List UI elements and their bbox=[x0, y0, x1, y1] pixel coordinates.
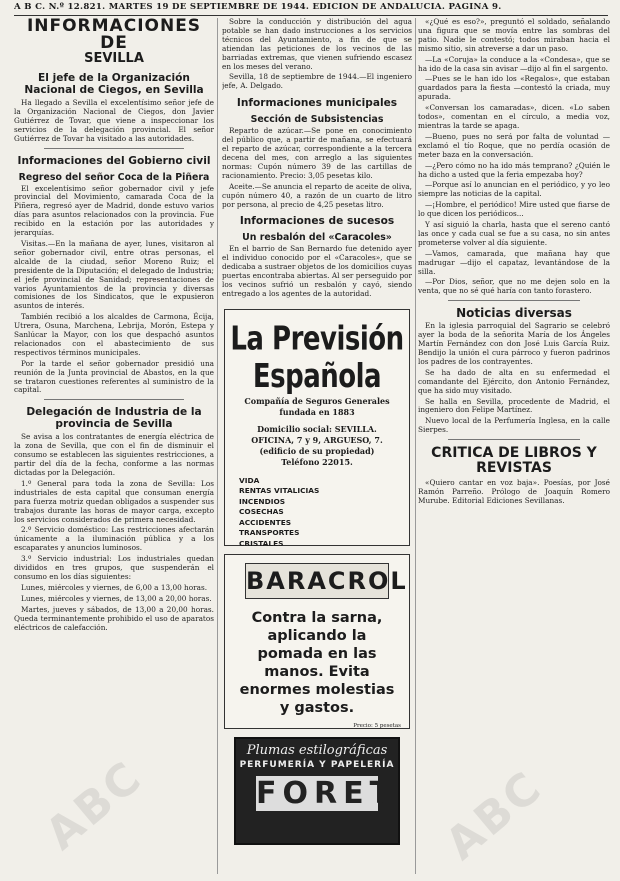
ad-prevision-espanola bbox=[224, 309, 410, 546]
article-paragraph: Reparto de azúcar.—Se pone en conocimiento del público que, a partir de mañana, se efectuará el reparto de azúcar, correspondiente a la tercera decena del mes, con arreglo a las siguientes normas: Cupón número 39 de las cartillas de racionamiento. Precio: 3,05 pesetas kilo. bbox=[222, 126, 412, 180]
headline-organizacion: El jefe de la Organización Nacional de Ciegos, en Sevilla bbox=[24, 72, 204, 96]
ad-title: La Previsión Española bbox=[230, 320, 404, 396]
ad-line-item: COSECHAS bbox=[239, 507, 284, 517]
section-subtitle: SEVILLA bbox=[84, 51, 144, 66]
ad-headline: Contra la sarna, aplicando la pomada en las manos. Evita enormes molestias y gastos. bbox=[239, 609, 395, 716]
headline-sucesos: Informaciones de sucesos bbox=[239, 215, 395, 228]
ad-line-item: TRANSPORTES bbox=[239, 528, 300, 538]
ad-baracrol bbox=[224, 554, 410, 729]
article-paragraph: En el barrio de San Bernardo fue detenido ayer el individuo conocido por el «Caracoles», que se dedicaba a sustraer objetos de los domicilios cuyas puertas encontraba abiertas. Al ser perseguido por los vecinos sufrió un resbalón y cayó, siendo entregado a los agentes de la autoridad. bbox=[222, 244, 412, 298]
masthead: A B C. N.º 12.821. MARTES 19 DE SEPTIEMBRE DE 1944. EDICION DE ANDALUCIA. PAGINA 9. bbox=[14, 2, 502, 12]
ad-founded: fundada en 1883 bbox=[279, 406, 355, 417]
article-paragraph: Se ha dado de alta en su enfermedad el comandante del Ejército, don Antonio Fernández, que ha sido muy visitado. bbox=[418, 367, 610, 395]
column-2 bbox=[222, 18, 412, 874]
headline-critica: CRITICA DE LIBROS Y REVISTAS bbox=[431, 445, 597, 477]
article-paragraph: Se avisa a los contratantes de energía eléctrica de la zona de Sevilla, que con el fin de disminuir el consumo se establecen las siguientes restricciones, a partir del día de la fecha, conforme a las normas dictadas por la Delegación. bbox=[14, 432, 214, 477]
column-divider-1 bbox=[217, 18, 218, 874]
ad-foret bbox=[234, 737, 400, 845]
article-paragraph: 2.º Servicio doméstico: Las restricciones afectarán únicamente a la iluminación pública y a los escaparates y anuncios luminosos. bbox=[14, 525, 214, 553]
ad-address: OFICINA, 7 y 9, ARGUESO, 7. bbox=[251, 434, 383, 445]
ad-line-item: ACCIDENTES bbox=[239, 517, 292, 527]
article-paragraph: —¡Hombre, el periódico! Mire usted que fiarse de lo que dicen los periódicos... bbox=[418, 200, 610, 219]
article-paragraph: El excelentísimo señor gobernador civil y jefe provincial del Movimiento, camarada Coca de la Piñera, regresó ayer de Madrid, donde estuvo varios días para asuntos relacionados con la provincia. Fue recibido en la estación por las autoridades y jerarquías. bbox=[14, 183, 214, 238]
article-paragraph: —¿Pero cómo no ha ido más temprano? ¿Quién le ha dicho a usted que la feria empezaba hoy? bbox=[418, 160, 610, 179]
article-paragraph: Y así siguió la charla, hasta que el sereno cantó las once y cada cual se fue a su casa, no sin antes prometerse volver al día siguiente. bbox=[418, 220, 610, 247]
ad-line-item: CRISTALES bbox=[239, 538, 284, 548]
column-divider-2 bbox=[415, 18, 416, 874]
separator bbox=[448, 300, 580, 301]
headline-robo: Un resbalón del «Caracoles» bbox=[242, 232, 392, 244]
separator bbox=[44, 148, 184, 149]
article-paragraph: Nuevo local de la Perfumería Inglesa, en la calle Sierpes. bbox=[418, 416, 610, 435]
section-title: INFORMACIONES DE bbox=[26, 18, 202, 53]
article-paragraph: Martes, jueves y sábados, de 13,00 a 20,00 horas. Queda terminantemente prohibido el uso de aparatos eléctricos de calefacción. bbox=[14, 604, 214, 632]
ad-line-item: RENTAS VITALICIAS bbox=[239, 486, 320, 496]
article-paragraph: En la iglesia parroquial del Sagrario se celebró ayer la boda de la señorita María de los Ángeles Martín Fernández con don José Luis García Ruiz. Bendijo la unión el cura párroco y fueron padrinos los padres de los contrayentes. bbox=[418, 321, 610, 366]
article-paragraph: —Vamos, camarada, que mañana hay que madrugar —dijo el capataz, levantándose de la silla. bbox=[418, 248, 610, 276]
headline-municipales: Informaciones municipales bbox=[236, 97, 398, 110]
article-paragraph: —Por Dios, señor, que no me dejen solo en la venta, que no sé qué haría con tanto forastero. bbox=[418, 277, 610, 296]
article-paragraph: 3.º Servicio industrial: Los industriales quedan divididos en tres grupos, que suspenderán el consumo en los días siguientes: bbox=[14, 554, 214, 581]
article-paragraph: «Quiero cantar en voz baja». Poesías, por José Ramón Parreño. Prólogo de Joaquín Romero Murube. Editorial Ediciones Sevillanas. bbox=[418, 478, 610, 505]
article-paragraph: Sobre la conducción y distribución del agua potable se han dado instrucciones a los servicios técnicos del Ayuntamiento, a fin de que se atiendan las peticiones de los vecinos de las barriadas extremas, que vienen sufriendo escasez en los meses del verano. bbox=[222, 18, 412, 71]
article-paragraph: —Bueno, pues no será por falta de voluntad —exclamó el tío Roque, que no perdía ocasión de meter baza en la conversación. bbox=[418, 131, 610, 159]
column-1 bbox=[14, 18, 214, 874]
headline-regreso: Regreso del señor Coca de la Piñera bbox=[18, 171, 210, 183]
article-paragraph: Ha llegado a Sevilla el excelentísimo señor jefe de la Organización Nacional de Ciegos, don Javier Gutiérrez de Tovar, que viene a inspeccionar los servicios de la delegación provincial. El señor Gutiérrez de Tovar ha visitado a las autoridades. bbox=[14, 98, 214, 143]
watermark: ABC bbox=[36, 750, 153, 861]
separator bbox=[448, 439, 580, 440]
article-paragraph: Sevilla, 18 de septiembre de 1944.—El ingeniero jefe, A. Delgado. bbox=[222, 72, 412, 91]
ad-foret-name: FORET bbox=[256, 775, 397, 811]
ad-lines-list bbox=[239, 476, 409, 550]
ad-logo: BARACROL bbox=[245, 563, 389, 599]
ad-phone: Teléfono 22015. bbox=[281, 456, 353, 467]
ad-line-item: INCENDIOS bbox=[239, 496, 286, 506]
separator bbox=[44, 399, 184, 400]
column-3 bbox=[418, 18, 610, 874]
article-paragraph: «¿Qué es eso?», preguntó el soldado, señalando una figura que se movía entre las sombras del patio. Nadie le contestó; todos miraban hacia el mismo sitio, sin atreverse a dar un paso. bbox=[418, 18, 610, 53]
article-paragraph: —La «Coruja» la conduce a la «Condesa», que se ha ido de la casa sin avisar —dijo al fin el sargento. bbox=[418, 54, 610, 73]
headline-subsistencias: Sección de Subsistencias bbox=[250, 114, 384, 126]
masthead-rule bbox=[14, 15, 608, 16]
headline-gobierno: Informaciones del Gobierno civil bbox=[17, 154, 211, 167]
ad-building: (edificio de su propiedad) bbox=[259, 445, 375, 456]
ad-subtitle: Compañía de Seguros Generales bbox=[244, 395, 390, 406]
ad-foret-mid: PERFUMERÍA Y PAPELERÍA bbox=[239, 759, 395, 770]
article-paragraph: También recibió a los alcaldes de Carmona, Écija, Utrera, Osuna, Marchena, Lebrija, Morón, Estepa y Sanlúcar la Mayor, con los que despachó asuntos relacionados con el abastecimiento de sus respectivos términos municipales. bbox=[14, 312, 214, 357]
headline-diversas: Noticias diversas bbox=[456, 306, 572, 321]
article-paragraph: Aceite.—Se anuncia el reparto de aceite de oliva, cupón número 40, a razón de un cuarto de litro por persona, al precio de 4,25 pesetas litro. bbox=[222, 181, 412, 209]
ad-line-item: VIDA bbox=[239, 475, 260, 485]
article-paragraph: Se halla en Sevilla, procedente de Madrid, el ingeniero don Felipe Martínez. bbox=[418, 396, 610, 415]
article-paragraph: Visitas.—En la mañana de ayer, lunes, visitaron al señor gobernador civil, entre otras personas, el alcalde de la ciudad, señor Moreno Ruiz; el presidente de la Diputación; el delegado de Industria; el jefe provincial de Sanidad; representaciones de varios Ayuntamientos de la provincia y diversas comisiones de los Sindicatos, que le expusieron asuntos de interés. bbox=[14, 238, 214, 311]
article-paragraph: —Pues se le han ido los «Regalos», que estaban guardados para la fiesta —contestó la criada, muy apurada. bbox=[418, 74, 610, 102]
article-paragraph: —Porque así lo anuncian en el periódico, y yo leo siempre las noticias de la capital. bbox=[418, 180, 610, 199]
article-paragraph: Lunes, miércoles y viernes, de 6,00 a 13,00 horas. bbox=[21, 582, 208, 592]
article-paragraph: «Conversan los camaradas», dicen. «Lo saben todos», comentan en el círculo, a media voz, mientras la tarde se apaga. bbox=[418, 103, 610, 130]
article-paragraph: Por la tarde el señor gobernador presidió una reunión de la Junta provincial de Abastos, en la que se trataron cuestiones referentes al suministro de la capital. bbox=[14, 358, 214, 395]
ad-foret-top: Plumas estilográficas bbox=[246, 742, 388, 758]
article-paragraph: Lunes, miércoles y viernes, de 13,00 a 20,00 horas. bbox=[21, 593, 212, 603]
ad-footnote: Precio: 5 pesetas bbox=[353, 722, 401, 729]
watermark: ABC bbox=[436, 760, 553, 871]
article-paragraph: 1.º General para toda la zona de Sevilla: Los industriales de esta capital que consuman energía para fuerza motriz quedan obligados a suspender sus trabajos durante las horas de mayor carga, excepto los servicios considerados de primera necesidad. bbox=[14, 478, 214, 524]
ad-domicile: Domicilio social: SEVILLA. bbox=[257, 423, 377, 434]
headline-industria: Delegación de Industria de la provincia de Sevilla bbox=[26, 406, 202, 431]
